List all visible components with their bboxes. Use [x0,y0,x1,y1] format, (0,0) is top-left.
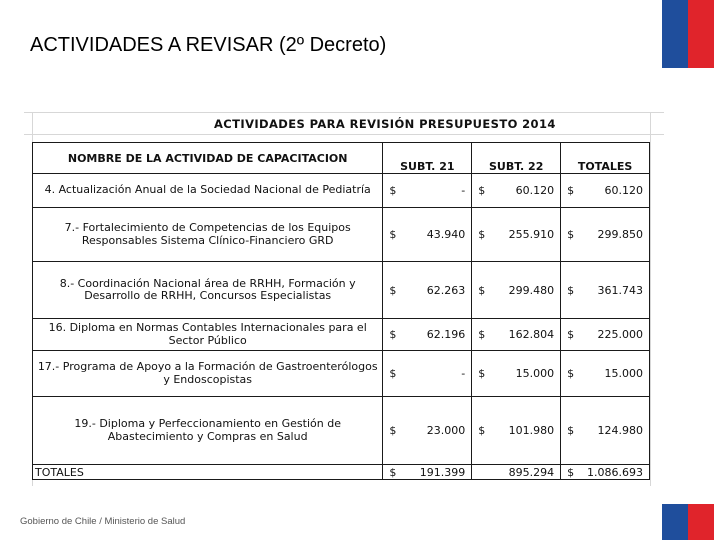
header-subt22: SUBT. 22 [472,143,561,174]
subt21-cell [383,262,472,319]
subt21-value: 23.000 [426,424,466,437]
activity-name: 8.- Coordinación Nacional área de RRHH, Formación y Desarrollo de RRHH, Concursos Especialistas [33,262,383,319]
chile-flag-decoration-top [662,0,714,68]
subt22-cell [472,262,561,319]
activity-name: 7.- Fortalecimiento de Competencias de los Equipos Responsables Sistema Clínico-Financiero GRD [33,208,383,262]
activity-name: 4. Actualización Anual de la Sociedad Nacional de Pediatría [33,174,383,208]
currency-symbol: $ [389,328,397,341]
subt22-cell [472,397,561,465]
subt22-value: 162.804 [508,328,555,341]
subt22-value: 101.980 [508,424,555,437]
subt21-value: - [461,184,466,197]
budget-table [32,142,650,480]
total-cell [561,262,650,319]
currency-symbol: $ [478,283,486,297]
slide-title: ACTIVIDADES A REVISAR (2º Decreto) [30,34,387,56]
currency-symbol: $ [389,228,397,241]
table-row [33,262,650,319]
currency-symbol: $ [567,228,575,241]
total-cell [561,319,650,351]
activity-name: 19.- Diploma y Perfeccionamiento en Gestión de Abastecimiento y Compras en Salud [33,397,383,465]
subt22-value: 60.120 [515,184,555,197]
table-row [33,208,650,262]
subt21-cell [383,319,472,351]
flag-blue-band [662,0,688,68]
total-value: 299.850 [597,228,643,241]
total-value: 225.000 [597,328,643,341]
currency-symbol: $ [567,328,575,341]
subt21-value: 62.196 [426,328,466,341]
totals-subt21-value: 191.399 [419,465,466,479]
flag-red-band [688,504,714,540]
subt22-value: 15.000 [515,367,555,380]
total-value: 60.120 [604,184,643,197]
currency-symbol: $ [567,283,575,297]
subt21-value: 43.940 [426,228,466,241]
sheet-title: ACTIVIDADES PARA REVISIÓN PRESUPUESTO 2014 [214,117,556,131]
currency-symbol: $ [567,465,575,479]
currency-symbol: $ [567,424,575,437]
table-row [33,351,650,397]
spreadsheet-image [24,112,664,486]
table-row [33,174,650,208]
subt22-value: 255.910 [508,228,555,241]
totals-subt22-cell [472,465,561,480]
subt21-cell [383,351,472,397]
currency-symbol: $ [389,465,397,479]
currency-symbol: $ [478,328,486,341]
table-row [33,397,650,465]
footer-text: Gobierno de Chile / Ministerio de Salud [20,516,186,527]
subt21-cell [383,397,472,465]
total-value: 15.000 [604,367,643,380]
total-cell [561,174,650,208]
activity-name: 16. Diploma en Normas Contables Internacionales para el Sector Público [33,319,383,351]
subt21-value: - [461,367,466,380]
currency-symbol: $ [478,184,486,197]
currency-symbol: $ [567,367,575,380]
header-subt21: SUBT. 21 [383,143,472,174]
currency-symbol: $ [478,367,486,380]
totals-total-value: 1.086.693 [587,465,643,479]
subt22-cell [472,319,561,351]
subt21-cell [383,174,472,208]
table-row [33,319,650,351]
totals-label: TOTALES [33,465,383,480]
subt21-cell [383,208,472,262]
currency-symbol: $ [478,424,486,437]
flag-blue-band [662,504,688,540]
total-cell [561,397,650,465]
chile-flag-decoration-bottom [662,504,714,540]
header-activity-name: NOMBRE DE LA ACTIVIDAD DE CAPACITACION [33,143,383,174]
subt22-cell [472,208,561,262]
total-cell [561,351,650,397]
subt21-value: 62.263 [426,283,466,297]
header-totales: TOTALES [561,143,650,174]
currency-symbol: $ [567,184,575,197]
totals-subt22-value: 895.294 [508,465,555,479]
currency-symbol: $ [478,228,486,241]
activity-name: 17.- Programa de Apoyo a la Formación de Gastroenterólogos y Endoscopistas [33,351,383,397]
header-row [33,143,650,174]
totals-subt21-cell [383,465,472,480]
subt22-cell [472,174,561,208]
currency-symbol: $ [389,184,397,197]
total-value: 361.743 [597,283,643,297]
currency-symbol: $ [389,424,397,437]
totals-row [33,465,650,480]
flag-red-band [688,0,714,68]
total-cell [561,208,650,262]
subt22-cell [472,351,561,397]
currency-symbol: $ [389,367,397,380]
total-value: 124.980 [597,424,643,437]
subt22-value: 299.480 [508,283,555,297]
currency-symbol: $ [389,283,397,297]
totals-total-cell [561,465,650,480]
